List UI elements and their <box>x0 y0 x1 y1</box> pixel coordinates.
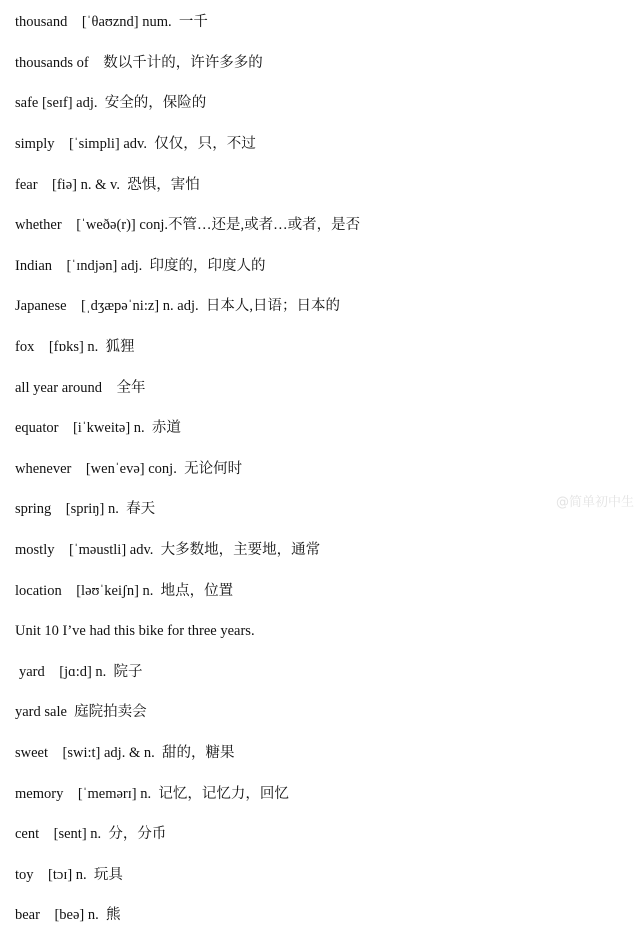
entry-text: whether [ˈweðə(r)] conj.不管…还是,或者…或者，是否 <box>15 217 361 234</box>
entry-text: simply [ˈsimpli] adv. 仅仅，只，不过 <box>15 136 256 153</box>
vocab-entry-indian <box>15 246 635 287</box>
entry-text: toy [tɔɪ] n. 玩具 <box>15 866 123 883</box>
entry-text: safe [seɪf] adj. 安全的，保险的 <box>15 95 207 112</box>
entry-text: cent [sent] n. 分，分币 <box>15 826 167 843</box>
entry-text: Indian [ˈɪndjən] adj. 印度的，印度人的 <box>15 257 266 274</box>
vocab-entry-thousands-of <box>15 43 635 84</box>
entry-text: all year around 全年 <box>15 379 146 396</box>
unit-heading-text: Unit 10 I’ve had this bike for three years. <box>15 623 255 640</box>
entry-text: spring [spriŋ] n. 春天 <box>15 501 156 518</box>
entry-text: thousands of 数以千计的，许许多多的 <box>15 54 263 71</box>
vocab-entry-sweet <box>15 733 635 774</box>
vocab-entry-spring <box>15 489 635 530</box>
entry-text: fear [fiə] n. & v. 恐惧，害怕 <box>15 176 200 193</box>
entry-text: yard sale 庭院拍卖会 <box>15 704 147 721</box>
entry-text: whenever [wenˈevə] conj. 无论何时 <box>15 460 243 477</box>
entry-text: memory [ˈmemərɪ] n. 记忆，记忆力，回忆 <box>15 785 289 802</box>
vocab-entry-whenever <box>15 449 635 490</box>
vocab-entry-fear <box>15 164 635 205</box>
vocab-entry-all-year-around <box>15 367 635 408</box>
entry-text: thousand [ˈθaʊznd] num. 一千 <box>15 14 208 31</box>
entry-text: bear [beə] n. 熊 <box>15 907 121 924</box>
vocab-entry-yard-sale <box>15 692 635 733</box>
vocabulary-list <box>15 2 635 936</box>
entry-text: yard [jɑ:d] n. 院子 <box>19 663 143 680</box>
vocab-entry-mostly <box>15 530 635 571</box>
vocab-entry-simply <box>15 124 635 165</box>
vocab-entry-location <box>15 570 635 611</box>
vocab-entry-equator <box>15 408 635 449</box>
unit-heading <box>15 611 635 652</box>
vocab-entry-japanese <box>15 286 635 327</box>
entry-text: fox [fɒks] n. 狐狸 <box>15 339 135 356</box>
vocab-entry-memory <box>15 773 635 814</box>
vocab-entry-thousand <box>15 2 635 43</box>
entry-text: sweet [swi:t] adj. & n. 甜的，糖果 <box>15 744 235 761</box>
vocab-entry-fox <box>15 327 635 368</box>
entry-text: location [ləʊˈkeiʃn] n. 地点，位置 <box>15 582 234 599</box>
vocab-entry-yard <box>15 652 635 693</box>
vocab-entry-toy <box>15 854 635 895</box>
entry-text: mostly [ˈməustli] adv. 大多数地，主要地，通常 <box>15 542 321 559</box>
entry-text: Japanese [ˌdʒæpəˈni:z] n. adj. 日本人,日语；日本的 <box>15 298 340 315</box>
vocab-entry-bear <box>15 895 635 936</box>
entry-text: equator [iˈkweitə] n. 赤道 <box>15 420 181 437</box>
vocab-entry-safe <box>15 83 635 124</box>
watermark: @简单初中生 <box>555 495 634 510</box>
vocab-entry-cent <box>15 814 635 855</box>
vocab-entry-whether <box>15 205 635 246</box>
